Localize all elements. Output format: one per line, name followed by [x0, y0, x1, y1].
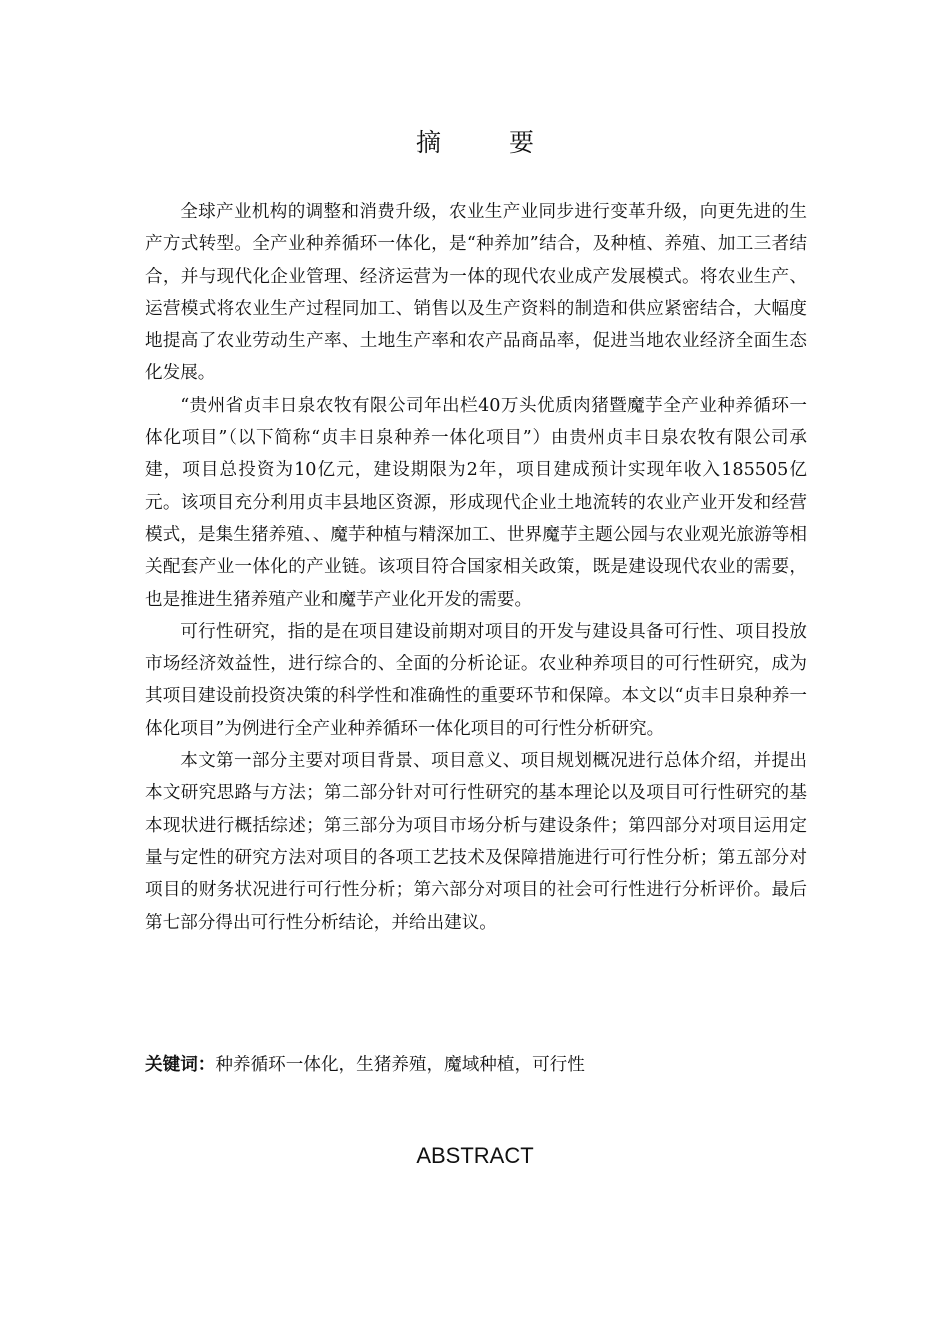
paragraph-2: “贵州省贞丰日泉农牧有限公司年出栏40万头优质肉猪暨魔芋全产业种养循环一体化项目”（以下简称“贞丰日泉种养一体化项目”）由贵州贞丰日泉农牧有限公司承建，项目总投资为10亿元，建设期限为2年，项目建成预计实现年收入185505亿元。该项目充分利用贞丰县地区资源，形成现代企业土地流转的农业产业开发和经营模式，是集生猪养殖、、魔芋种植与精深加工、世界魔芋主题公园与农业观光旅游等相关配套产业一体化的产业链。该项目符合国家相关政策，既是建设现代农业的需要，也是推进生猪养殖产业和魔芋产业化开发的需要。 [145, 395, 807, 610]
paragraph-4: 本文第一部分主要对项目背景、项目意义、项目规划概况进行总体介绍，并提出本文研究思路与方法；第二部分针对可行性研究的基本理论以及项目可行性研究的基本现状进行概括综述；第三部分为项目市场分析与建设条件；第四部分对项目运用定量与定性的研究方法对项目的各项工艺技术及保障措施进行可行性分析；第五部分对项目的财务状况进行可行性分析；第六部分对项目的社会可行性进行分析评价。最后第七部分得出可行性分析结论，并给出建议。 [145, 751, 807, 933]
keywords-text: 种养循环一体化，生猪养殖，魔域种植，可行性 [215, 1055, 585, 1075]
keywords-line [145, 1050, 807, 1080]
paragraph-1: 全球产业机构的调整和消费升级，农业生产业同步进行变革升级，向更先进的生产方式转型。全产业种养循环一体化，是“种养加”结合，及种植、养殖、加工三者结合，并与现代化企业管理、经济运营为一体的现代农业成产发展模式。将农业生产、运营模式将农业生产过程同加工、销售以及生产资料的制造和供应紧密结合，大幅度地提高了农业劳动生产率、土地生产率和农产品商品率，促进当地农业经济全面生态化发展。 [145, 202, 807, 384]
abstract-body [145, 196, 807, 939]
keywords-label: 关键词： [145, 1055, 216, 1075]
page-title: 摘 要 [416, 128, 564, 157]
english-abstract-title: ABSTRACT [416, 1143, 534, 1168]
paragraph-3: 可行性研究，指的是在项目建设前期对项目的开发与建设具备可行性、项目投放市场经济效益性，进行综合的、全面的分析论证。农业种养项目的可行性研究，成为其项目建设前投资决策的科学性和准确性的重要环节和保障。本文以“贞丰日泉种养一体化项目”为例进行全产业种养循环一体化项目的可行性分析研究。 [145, 621, 807, 739]
